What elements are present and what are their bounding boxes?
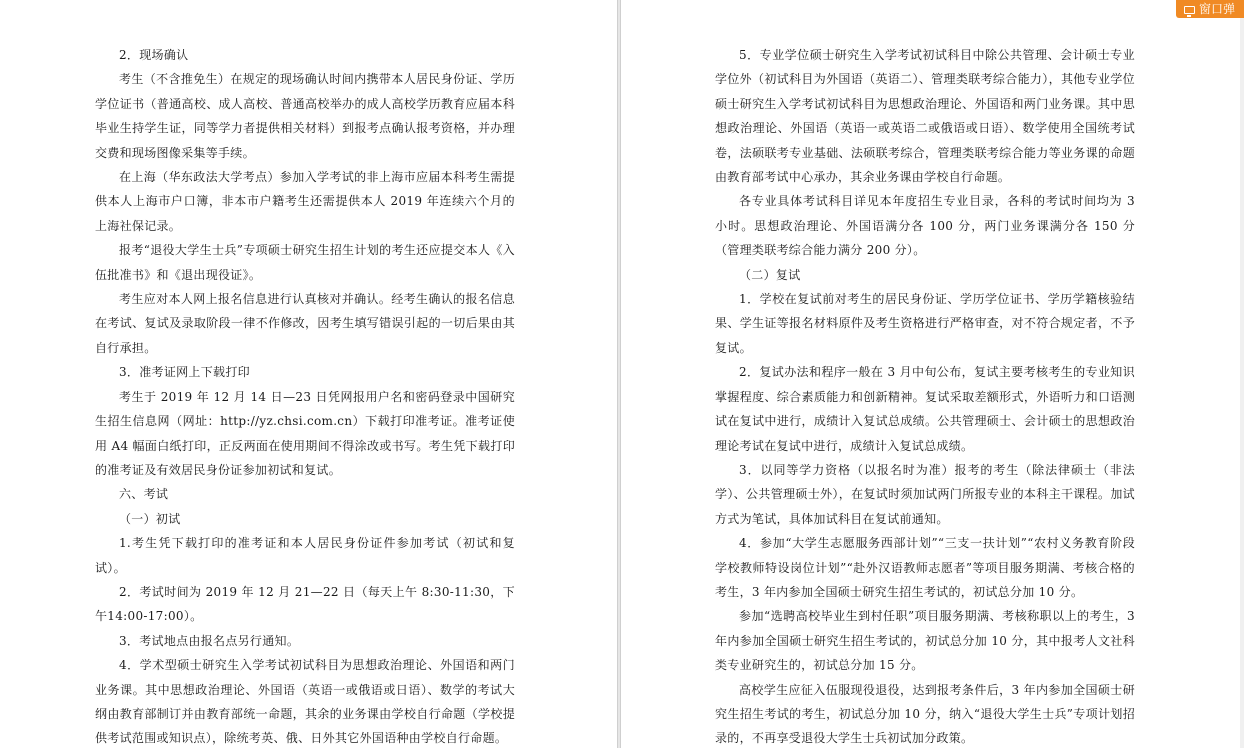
paragraph: 高校学生应征入伍服现役退役，达到报考条件后，3 年内参加全国硕士研究生招生考试的考生，初试总分加 10 分，纳入“退役大学生士兵”专项计划招录的，不再享受退役大学生士兵初试加分政策。 xyxy=(715,682,1135,746)
paragraph: 考生（不含推免生）在规定的现场确认时间内携带本人居民身份证、学历学位证书（普通高校、成人高校、普通高校举办的成人高校学历教育应届本科毕业生持学生证，同等学力者提供相关材料）到报考点确认报考资格，并办理交费和现场图像采集等手续。 xyxy=(95,72,515,160)
paragraph: 2．考试时间为 2019 年 12 月 21—22 日（每天上午 8:30-11:30，下午14:00-17:00）。 xyxy=(95,584,515,624)
window-popup-button[interactable] xyxy=(1176,0,1244,18)
paragraph: 3．以同等学力资格（以报名时为准）报考的考生（除法律硕士（非法学）、公共管理硕士外），在复试时须加试两门所报专业的本科主干课程。加试方式为笔试，具体加试科目在复试前通知。 xyxy=(715,462,1135,526)
paragraph: 4．学术型硕士研究生入学考试初试科目为思想政治理论、外国语和两门业务课。其中思想政治理论、外国语（英语一或俄语或日语）、数学的考试大纲由教育部制订并由教育部统一命题，其余的业务课由学校自行命题（学校提供考试范围或知识点），除统考英、俄、日外其它外国语种由学校自行命题。 xyxy=(95,658,515,746)
heading-preliminary-exam: （一）初试 xyxy=(119,511,181,526)
heading-on-site-confirmation: 2．现场确认 xyxy=(119,48,189,62)
paragraph: 参加“选聘高校毕业生到村任职”项目服务期满、考核称职以上的考生，3 年内参加全国硕士研究生招生考试的，初试总分加 10 分，其中报考人文社科类专业研究生的，初试总分加 15 分。 xyxy=(715,609,1135,673)
scrollbar[interactable] xyxy=(1240,0,1244,748)
paragraph: 1．学校在复试前对考生的居民身份证、学历学位证书、学历学籍核验结果、学生证等报名材料原件及考生资格进行严格审查，对不符合规定者，不予复试。 xyxy=(715,292,1135,355)
page-text-left xyxy=(95,43,515,748)
heading-admission-ticket: 3．准考证网上下载打印 xyxy=(119,365,250,380)
heading-retest: （二）复试 xyxy=(739,267,801,282)
monitor-icon xyxy=(1184,6,1195,14)
page-text-right xyxy=(715,43,1135,748)
paragraph: 1.考生凭下载打印的准考证和本人居民身份证件参加考试（初试和复试）。 xyxy=(95,536,515,575)
paragraph: 5．专业学位硕士研究生入学考试初试科目中除公共管理、会计硕士专业学位外（初试科目为外国语（英语二）、管理类联考综合能力），其他专业学位硕士研究生入学考试初试科目为思想政治理论、外国语和两门业务课。其中思想政治理论、外国语（英语一或英语二或俄语或日语）、数学使用全国统考试卷，法硕联考专业基础、法硕联考综合，管理类联考综合能力等业务课的命题由教育部考试中心承办，其余业务课由学校自行命题。 xyxy=(715,48,1135,185)
heading-exam: 六、考试 xyxy=(119,487,169,502)
paragraph: 报考“退役大学生士兵”专项硕士研究生招生计划的考生还应提交本人《入伍批准书》和《退出现役证》。 xyxy=(95,243,515,282)
paragraph: 考生应对本人网上报名信息进行认真核对并确认。经考生确认的报名信息在考试、复试及录取阶段一律不作修改，因考生填写错误引起的一切后果由其自行承担。 xyxy=(95,292,515,355)
paragraph: 考生于 2019 年 12 月 14 日—23 日凭网报用户名和密码登录中国研究生招生信息网（网址：http://yz.chsi.com.cn）下载打印准考证。准考证使用 A4 幅面白纸打印，正反两面在使用期间不得涂改或书写。考生凭下载打印的准考证及有效居民身份证参加初试和复试。 xyxy=(95,389,515,477)
window-popup-label: 窗口弹 xyxy=(1199,2,1236,16)
document-page-right xyxy=(620,0,1240,748)
paragraph: 2．复试办法和程序一般在 3 月中旬公布，复试主要考核考生的专业知识掌握程度、综合素质能力和创新精神。复试采取差额形式，外语听力和口语测试在复试中进行，成绩计入复试总成绩。公共管理硕士、会计硕士的思想政治理论考试在复试中进行，成绩计入复试总成绩。 xyxy=(715,365,1135,453)
paragraph: 各专业具体考试科目详见本年度招生专业目录，各科的考试时间均为 3 小时。思想政治理论、外国语满分各 100 分，两门业务课满分各 150 分（管理类联考综合能力满分 200 分）。 xyxy=(715,194,1135,258)
paragraph: 在上海（华东政法大学考点）参加入学考试的非上海市应届本科考生需提供本人上海市户口簿，非本市户籍考生还需提供本人 2019 年连续六个月的上海社保记录。 xyxy=(95,170,515,233)
paragraph: 3．考试地点由报名点另行通知。 xyxy=(119,633,300,648)
document-page-left xyxy=(0,0,618,748)
paragraph: 4．参加“大学生志愿服务西部计划”“三支一扶计划”“农村义务教育阶段学校教师特设岗位计划”“赴外汉语教师志愿者”等项目服务期满、考核合格的考生，3 年内参加全国硕士研究生招生考试的，初试总分加 10 分。 xyxy=(715,536,1135,599)
